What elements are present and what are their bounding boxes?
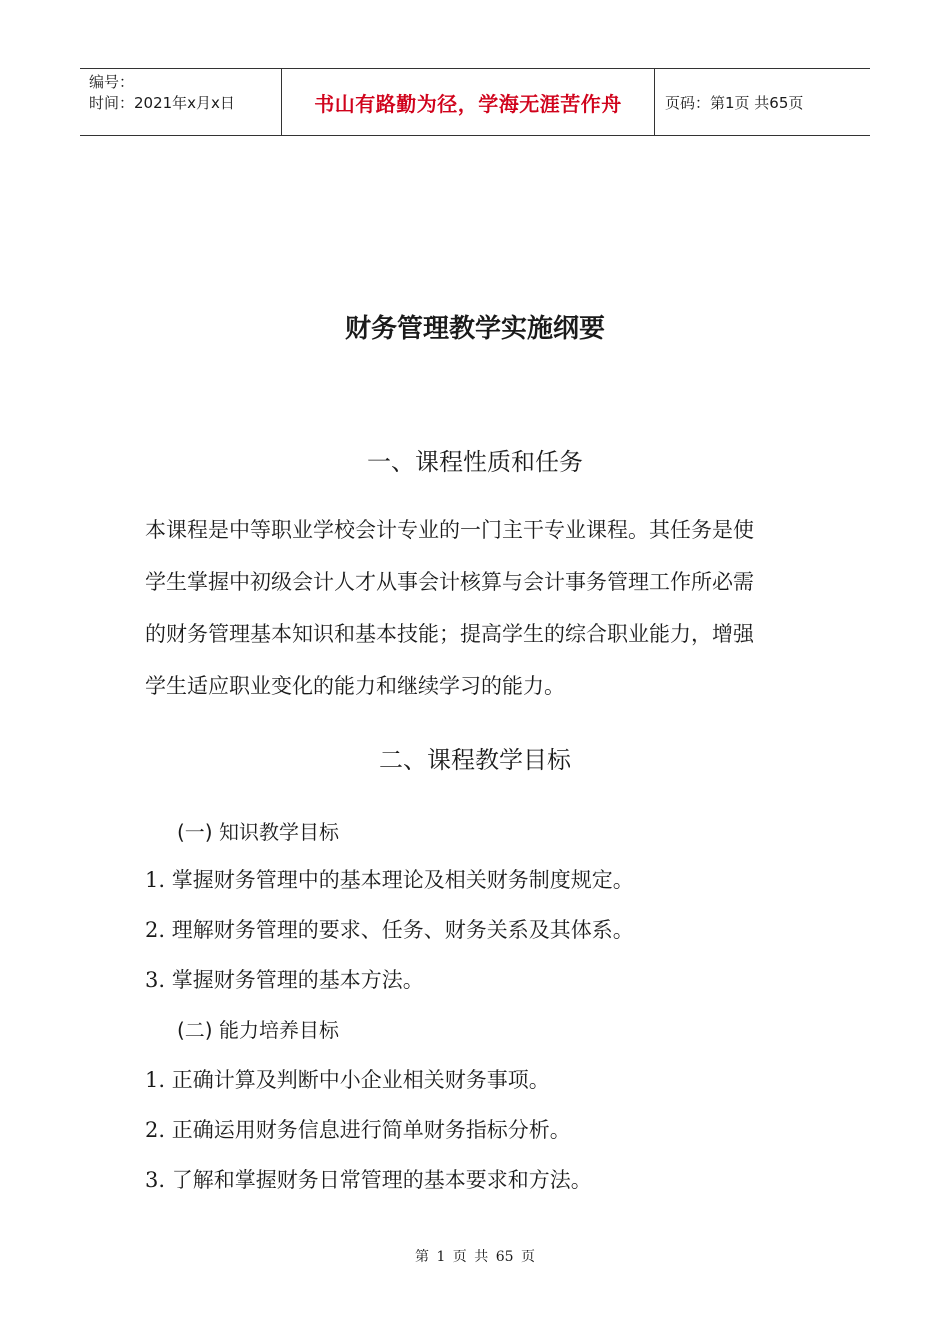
document-title: 财务管理教学实施纲要 [344, 314, 605, 344]
header-page-info: 页码：第1页 共65页 [665, 93, 804, 112]
section-heading-2: 二、课程教学目标 [379, 746, 571, 774]
document-number-label: 编号： [89, 73, 135, 91]
list-item: 1. 正确计算及判断中小企业相关财务事项。 [145, 1068, 550, 1092]
header-meta-cell [80, 69, 281, 135]
header-motto: 书山有路勤为径，学海无涯苦作舟 [281, 69, 655, 135]
section-1-paragraph [145, 504, 807, 712]
list-item: 2. 理解财务管理的要求、任务、财务关系及其体系。 [145, 918, 634, 942]
paragraph-line: 的财务管理基本知识和基本技能；提高学生的综合职业能力，增强 [145, 622, 754, 646]
paragraph-line: 学生适应职业变化的能力和继续学习的能力。 [145, 674, 565, 698]
document-header [80, 68, 870, 136]
list-item: 3. 了解和掌握财务日常管理的基本要求和方法。 [145, 1168, 592, 1192]
list-item: 2. 正确运用财务信息进行简单财务指标分析。 [145, 1118, 571, 1142]
list-item: 3. 掌握财务管理的基本方法。 [145, 968, 424, 992]
sub-heading-ability: (二) 能力培养目标 [177, 1018, 339, 1042]
document-date-label: 时间：2021年x月x日 [89, 94, 235, 112]
page-footer: 第 1 页 共 65 页 [415, 1249, 535, 1265]
list-item: 1. 掌握财务管理中的基本理论及相关财务制度规定。 [145, 868, 634, 892]
paragraph-line: 本课程是中等职业学校会计专业的一门主干专业课程。其任务是使 [145, 518, 754, 542]
paragraph-line: 学生掌握中初级会计人才从事会计核算与会计事务管理工作所必需 [145, 570, 754, 594]
sub-heading-knowledge: (一) 知识教学目标 [177, 820, 339, 844]
section-heading-1: 一、课程性质和任务 [367, 448, 583, 476]
